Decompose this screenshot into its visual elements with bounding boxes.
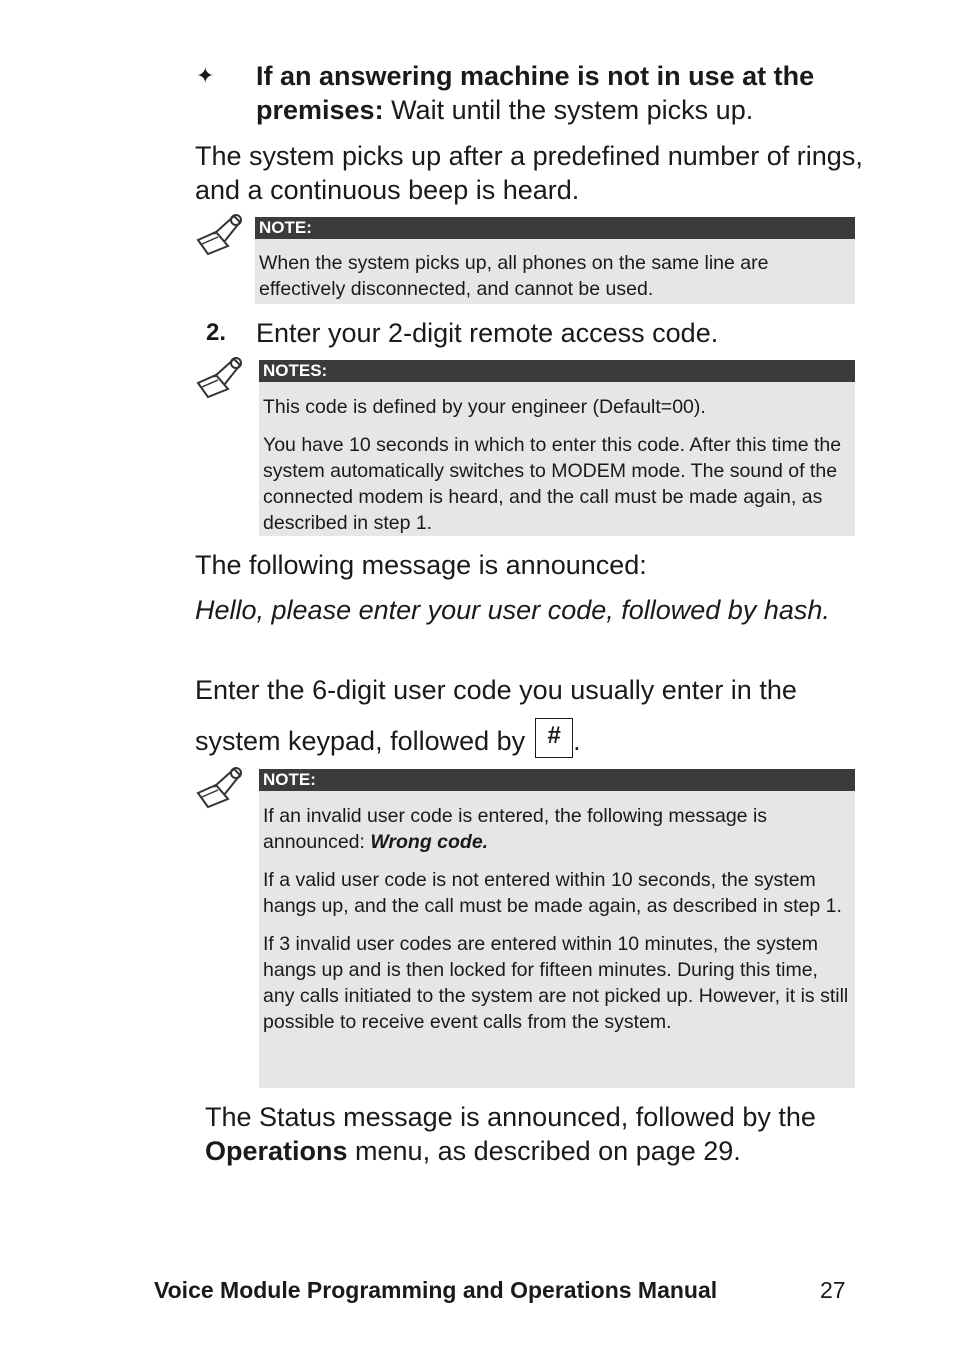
page-number: 27 bbox=[820, 1277, 846, 1303]
note-heading: NOTE: bbox=[259, 769, 855, 791]
step-text: Enter your 2-digit remote access code. bbox=[256, 318, 719, 348]
para-status-text2: menu, as described on page 29. bbox=[347, 1136, 741, 1166]
note-text: You have 10 seconds in which to enter this code. After this time the system automatically switches to MODEM mode. The sound of the connected modem is heard, and the call must be made again, as described in step 1. bbox=[263, 434, 842, 534]
note-text bbox=[263, 803, 849, 855]
bullet-star-icon: ✦ bbox=[196, 63, 215, 88]
note-pen-icon bbox=[194, 353, 246, 401]
bullet-bold: If an answering machine is not in use at the premises: bbox=[256, 61, 815, 125]
note-text-part: If an invalid user code is entered, the following message is announced: bbox=[263, 805, 768, 853]
note-heading: NOTE: bbox=[255, 217, 855, 239]
step-number: 2. bbox=[206, 319, 227, 346]
para-status-text1: The Status message is announced, followed by the bbox=[205, 1102, 816, 1132]
para-pickup: The system picks up after a predefined number of rings, and a continuous beep is heard. bbox=[195, 141, 863, 205]
note-text: If a valid user code is not entered within 10 seconds, the system hangs up, and the call must be made again, as described in step 1. bbox=[263, 869, 842, 917]
para-enter-line2 bbox=[195, 710, 875, 758]
note-body bbox=[259, 791, 855, 1035]
note-text: This code is defined by your engineer (Default=00). bbox=[263, 396, 706, 418]
para-enter-line1: Enter the 6-digit user code you usually enter in the bbox=[195, 675, 797, 705]
note-text: When the system picks up, all phones on the same line are effectively disconnected, and cannot be used. bbox=[259, 252, 769, 300]
note-body bbox=[259, 382, 855, 536]
wrong-code-message: Wrong code. bbox=[370, 831, 489, 853]
hash-key-icon: # bbox=[535, 718, 573, 758]
bullet-item bbox=[256, 59, 876, 127]
note-box-3 bbox=[259, 769, 855, 1088]
para-hello-message: Hello, please enter your user code, followed by hash. bbox=[195, 595, 830, 625]
note-box-2 bbox=[259, 360, 855, 536]
note-text: If 3 invalid user codes are entered within 10 minutes, the system hangs up and is then locked for fifteen minutes. During this time, any calls initiated to the system are not picked up. However, it is still possible to receive event calls from the system. bbox=[263, 933, 849, 1033]
para-enter-end: . bbox=[573, 726, 581, 756]
footer-title: Voice Module Programming and Operations Manual bbox=[154, 1277, 718, 1303]
para-status bbox=[205, 1100, 875, 1168]
para-enter-text: system keypad, followed by bbox=[195, 726, 526, 756]
note-pen-icon bbox=[194, 210, 246, 258]
para-announced: The following message is announced: bbox=[195, 550, 647, 580]
note-pen-icon bbox=[194, 763, 246, 811]
operations-term: Operations bbox=[205, 1136, 348, 1166]
note-heading: NOTES: bbox=[259, 360, 855, 382]
bullet-text: Wait until the system picks up. bbox=[383, 95, 754, 125]
note-box-1 bbox=[255, 217, 855, 304]
note-body bbox=[255, 239, 855, 302]
